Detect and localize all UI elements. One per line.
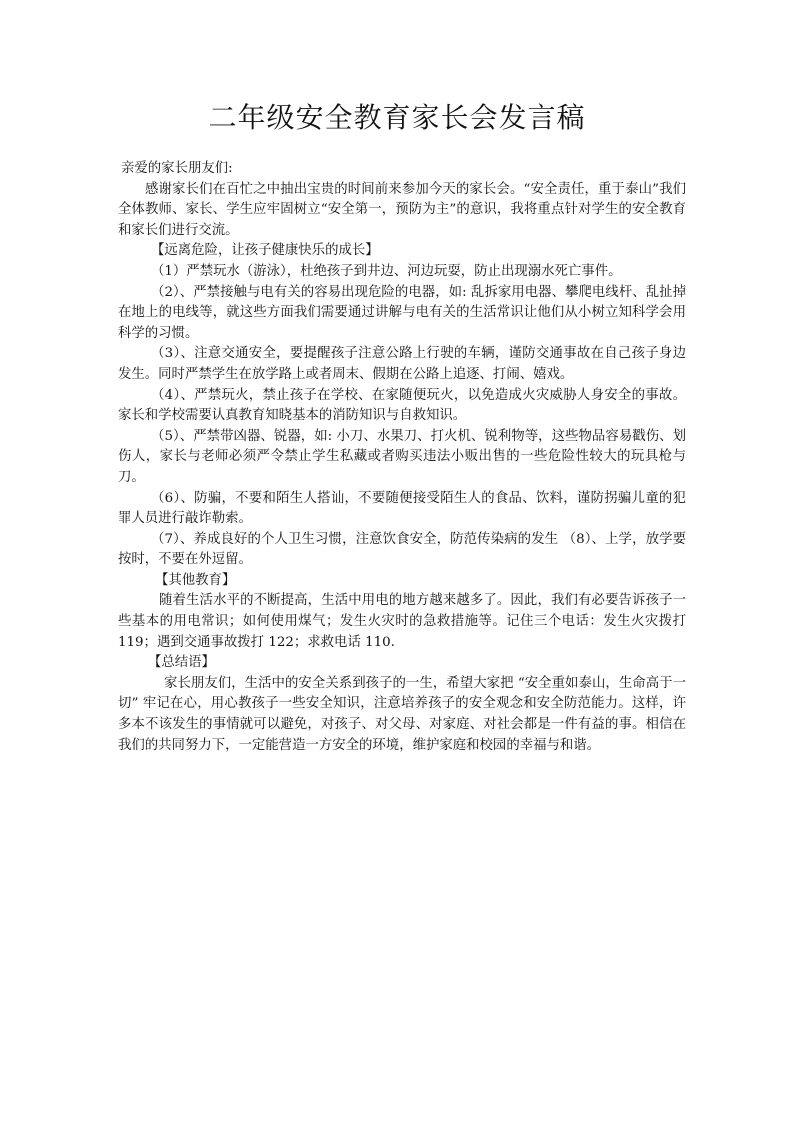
- summary-paragraph: 家长朋友们，生活中的安全关系到孩子的一生，希望大家把 “安全重如泰山，生命高于一切” 牢记在心，用心教孩子一些安全知识，注意培养孩子的安全观念和安全防范能力。这样，许多本不该发生的事情就可以避免，对孩子、对父母、对家庭、对社会都是一件有益的事。相信在我们的共同努力下，一定能营造一方安全的环境，维护家庭和校园的幸福与和谐。: [118, 675, 686, 753]
- safety-item-1: （1）严禁玩水（游泳），杜绝孩子到井边、河边玩耍，防止出现溺水死亡事件。: [151, 263, 622, 279]
- document-body: [118, 159, 686, 756]
- intro-paragraph: 感谢家长们在百忙之中抽出宝贵的时间前来参加今天的家长会。“安全责任，重于泰山”我们全体教师、家长、学生应牢固树立“安全第一，预防为主”的意识，我将重点针对学生的安全教育和家长们进行交流。: [118, 181, 686, 238]
- safety-item-3: （3）、注意交通安全，要提醒孩子注意公路上行驶的车辆，谨防交通事故在自己孩子身边发生。同时严禁学生在放学路上或者周末、假期在公路上追逐、打闹、嬉戏。: [118, 346, 686, 382]
- section-heading-other: 【其他教育】: [155, 572, 236, 588]
- other-education-paragraph: 随着生活水平的不断提高，生活中用电的地方越来越多了。因此，我们有必要告诉孩子一些基本的用电常识；如何使用煤气；发生火灾时的急救措施等。记住三个电话：发生火灾拨打 119；遇到交通事故拨打 122；求救电话 110.: [118, 593, 686, 650]
- section-heading-summary: 【总结语】: [148, 655, 215, 671]
- safety-item-2: （2）、严禁接触与电有关的容易出现危险的电器，如: 乱拆家用电器、攀爬电线杆、乱扯掉在地上的电线等，就这些方面我们需要通过讲解与电有关的生活常识让他们从小树立知科学会用科学的习惯。: [118, 284, 686, 341]
- safety-item-6: （6）、防骗，不要和陌生人搭讪，不要随便接受陌生人的食品、饮料，谨防拐骗儿童的犯罪人员进行敲诈勒索。: [118, 490, 686, 527]
- document-title: 二年级安全教育家长会发言稿: [208, 101, 586, 134]
- section-heading-danger: 【远离危险，让孩子健康快乐的成长】: [151, 243, 379, 259]
- safety-item-7: （7）、养成良好的个人卫生习惯，注意饮食安全，防范传染病的发生 （8）、上学，放学要按时，不要在外逗留。: [118, 531, 686, 568]
- safety-item-4: （4）、严禁玩火，禁止孩子在学校、在家随便玩火，以免造成火灾威胁人身安全的事故。家长和学校需要认真教育知晓基本的消防知识与自救知识。: [118, 387, 686, 424]
- greeting: 亲爱的家长朋友们:: [121, 161, 233, 176]
- safety-item-5: （5）、严禁带凶器、锐器，如: 小刀、水果刀、打火机、锐利物等，这些物品容易戳伤、划伤人，家长与老师必须严令禁止学生私藏或者购买违法小贩出售的一些危险性较大的玩具枪与刀。: [118, 428, 686, 485]
